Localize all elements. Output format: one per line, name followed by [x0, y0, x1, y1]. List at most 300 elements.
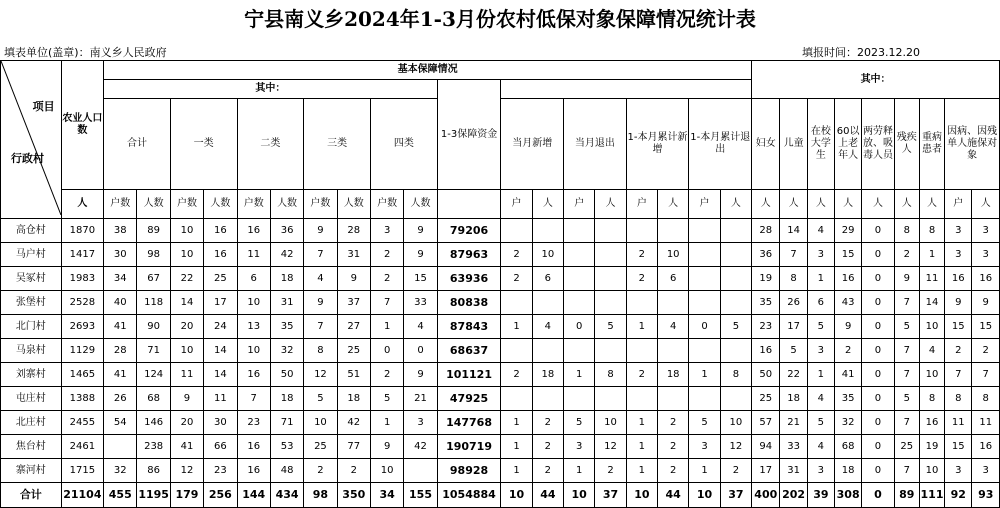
data-cell: 16: [835, 267, 862, 291]
data-cell: 41: [104, 363, 137, 387]
data-cell: 34: [370, 483, 403, 508]
data-cell: [595, 339, 626, 363]
data-cell: 1: [501, 315, 532, 339]
unit-cell: 户数: [237, 190, 270, 219]
village-name-cell: 高仓村: [1, 219, 62, 243]
data-cell: [595, 219, 626, 243]
data-cell: 11: [204, 387, 237, 411]
data-cell: 4: [807, 387, 834, 411]
data-cell: [564, 387, 595, 411]
data-cell: 23: [204, 459, 237, 483]
header-class4: 四类: [370, 99, 437, 190]
table-body: [1, 219, 1000, 508]
data-cell: 7: [304, 315, 337, 339]
data-cell: 9: [170, 387, 203, 411]
data-cell: [658, 291, 689, 315]
data-cell: 93: [972, 483, 1000, 508]
data-cell: [720, 291, 751, 315]
data-cell: 2: [894, 243, 919, 267]
unit-cell: 户数: [304, 190, 337, 219]
data-cell: 4: [807, 219, 834, 243]
unit-cell: 人: [807, 190, 834, 219]
data-cell: 51: [337, 363, 370, 387]
data-cell: 4: [919, 339, 944, 363]
data-cell: 1870: [61, 219, 103, 243]
data-cell: 3: [807, 339, 834, 363]
data-cell: [720, 267, 751, 291]
data-cell: 1465: [61, 363, 103, 387]
unit-cell: 人: [532, 190, 563, 219]
data-cell: 0: [862, 363, 894, 387]
data-cell: 2528: [61, 291, 103, 315]
data-cell: 5: [780, 339, 807, 363]
data-cell: 16: [237, 363, 270, 387]
data-cell: 10: [170, 219, 203, 243]
data-cell: 89: [894, 483, 919, 508]
data-cell: 98: [137, 243, 170, 267]
data-cell: 42: [404, 435, 437, 459]
data-cell: 8: [919, 387, 944, 411]
header-ex-prisoners: 两劳释放、吸毒人员: [862, 99, 894, 190]
header-class2: 二类: [237, 99, 304, 190]
total-row: [1, 483, 1000, 508]
data-cell: 1: [370, 411, 403, 435]
data-cell: 15: [835, 243, 862, 267]
data-cell: [532, 387, 563, 411]
data-cell: 7: [894, 459, 919, 483]
data-cell: 3: [972, 459, 1000, 483]
data-cell: 1: [626, 315, 657, 339]
data-cell: 19: [752, 267, 780, 291]
data-cell: 2693: [61, 315, 103, 339]
data-cell: 1715: [61, 459, 103, 483]
data-cell: 10: [501, 483, 532, 508]
header-subtotal: 合计: [104, 99, 171, 190]
data-cell: 8: [972, 387, 1000, 411]
data-cell: 18: [658, 363, 689, 387]
header-village: 行政村: [11, 152, 44, 165]
data-cell: 54: [104, 411, 137, 435]
data-cell: 37: [595, 483, 626, 508]
data-cell: 3: [807, 459, 834, 483]
data-cell: 34: [104, 267, 137, 291]
data-cell: 10: [564, 483, 595, 508]
data-cell: [532, 219, 563, 243]
data-cell: 9: [304, 219, 337, 243]
data-cell: 32: [104, 459, 137, 483]
data-cell: [564, 267, 595, 291]
data-cell: 146: [137, 411, 170, 435]
fund-cell: 98928: [437, 459, 501, 483]
data-cell: 2: [595, 459, 626, 483]
data-cell: 6: [532, 267, 563, 291]
data-cell: 0: [862, 483, 894, 508]
unit-cell: 户数: [170, 190, 203, 219]
data-cell: 4: [807, 435, 834, 459]
data-cell: 3: [370, 219, 403, 243]
data-cell: 0: [862, 291, 894, 315]
data-cell: 118: [137, 291, 170, 315]
data-cell: 9: [404, 363, 437, 387]
fund-cell: 47925: [437, 387, 501, 411]
data-cell: 144: [237, 483, 270, 508]
filler-unit-label: 填表单位(盖章)：南义乡人民政府: [4, 46, 167, 59]
unit-cell: 人: [862, 190, 894, 219]
unit-cell: 人数: [404, 190, 437, 219]
data-cell: 16: [919, 411, 944, 435]
data-cell: 1388: [61, 387, 103, 411]
unit-cell: 户: [945, 190, 972, 219]
data-cell: 8: [919, 219, 944, 243]
fund-cell: 1054884: [437, 483, 501, 508]
table-row: [1, 243, 1000, 267]
data-cell: 3: [404, 411, 437, 435]
data-cell: [595, 387, 626, 411]
data-cell: 2: [835, 339, 862, 363]
data-cell: 1: [501, 435, 532, 459]
data-cell: [564, 291, 595, 315]
data-cell: [689, 339, 720, 363]
data-cell: 77: [337, 435, 370, 459]
data-cell: 2: [626, 267, 657, 291]
report-title: 宁县南义乡2024年1-3月份农村低保对象保障情况统计表: [244, 7, 756, 31]
data-cell: 12: [720, 435, 751, 459]
fund-cell: 190719: [437, 435, 501, 459]
data-cell: 18: [270, 387, 303, 411]
data-cell: 39: [807, 483, 834, 508]
data-cell: 0: [404, 339, 437, 363]
data-cell: [532, 339, 563, 363]
data-cell: 25: [894, 435, 919, 459]
data-cell: 11: [237, 243, 270, 267]
data-cell: 3: [807, 243, 834, 267]
header-exit-this-month: 当月退出: [564, 99, 627, 190]
data-cell: 1: [501, 411, 532, 435]
data-cell: 0: [370, 339, 403, 363]
data-cell: 21104: [61, 483, 103, 508]
data-cell: 3: [689, 435, 720, 459]
data-cell: 94: [752, 435, 780, 459]
data-cell: 8: [894, 219, 919, 243]
data-cell: 1: [564, 363, 595, 387]
data-cell: 3: [564, 435, 595, 459]
data-cell: 18: [780, 387, 807, 411]
table-row: [1, 267, 1000, 291]
header-fund: 1-3保障资金: [437, 80, 501, 190]
data-cell: 14: [780, 219, 807, 243]
unit-cell: 人: [780, 190, 807, 219]
village-name-cell: 北门村: [1, 315, 62, 339]
data-cell: [626, 339, 657, 363]
data-cell: 23: [237, 411, 270, 435]
data-cell: 124: [137, 363, 170, 387]
data-cell: 7: [894, 291, 919, 315]
fund-cell: 101121: [437, 363, 501, 387]
data-cell: [658, 387, 689, 411]
data-cell: 2: [501, 267, 532, 291]
data-cell: 26: [104, 387, 137, 411]
data-cell: 7: [304, 243, 337, 267]
data-cell: 350: [337, 483, 370, 508]
data-cell: 7: [894, 339, 919, 363]
data-cell: 89: [137, 219, 170, 243]
data-cell: 17: [752, 459, 780, 483]
data-cell: 43: [835, 291, 862, 315]
header-support: 因病、因残单人施保对象: [945, 99, 1000, 190]
data-cell: [404, 459, 437, 483]
data-cell: 10: [919, 363, 944, 387]
data-cell: 5: [595, 315, 626, 339]
data-cell: 5: [807, 315, 834, 339]
data-cell: 256: [204, 483, 237, 508]
data-cell: 25: [304, 435, 337, 459]
data-cell: 16: [237, 435, 270, 459]
unit-agri-pop: 人: [61, 190, 103, 219]
corner-diagonal-cell: [1, 61, 62, 219]
data-cell: 14: [919, 291, 944, 315]
data-cell: 23: [752, 315, 780, 339]
header-new-this-month: 当月新增: [501, 99, 564, 190]
header-women: 妇女: [752, 99, 780, 190]
table-row: [1, 363, 1000, 387]
data-cell: 10: [919, 315, 944, 339]
data-cell: [595, 291, 626, 315]
header-disabled: 残疾人: [894, 99, 919, 190]
data-cell: 10: [532, 243, 563, 267]
data-cell: 1: [807, 267, 834, 291]
fund-cell: 79206: [437, 219, 501, 243]
fund-cell: 63936: [437, 267, 501, 291]
data-cell: 1: [370, 315, 403, 339]
data-cell: 1: [626, 411, 657, 435]
data-cell: 238: [137, 435, 170, 459]
table-row: [1, 459, 1000, 483]
data-cell: 1: [564, 459, 595, 483]
data-cell: 0: [862, 315, 894, 339]
data-cell: 2: [720, 459, 751, 483]
data-cell: 37: [720, 483, 751, 508]
data-cell: 11: [919, 267, 944, 291]
unit-cell: 户数: [370, 190, 403, 219]
unit-cell: 人: [835, 190, 862, 219]
data-cell: [595, 267, 626, 291]
data-cell: 10: [370, 459, 403, 483]
data-cell: 92: [945, 483, 972, 508]
data-cell: 16: [752, 339, 780, 363]
fund-cell: 87963: [437, 243, 501, 267]
data-cell: 155: [404, 483, 437, 508]
unit-cell-blank: [437, 190, 501, 219]
village-name-cell: 刘寨村: [1, 363, 62, 387]
data-cell: 1983: [61, 267, 103, 291]
data-cell: 25: [204, 267, 237, 291]
data-cell: [689, 291, 720, 315]
header-blank-among: [501, 80, 752, 99]
data-cell: 35: [752, 291, 780, 315]
data-cell: 28: [337, 219, 370, 243]
unit-cell: 人数: [204, 190, 237, 219]
data-cell: 2: [626, 363, 657, 387]
data-cell: 0: [862, 243, 894, 267]
data-cell: 6: [237, 267, 270, 291]
data-cell: 9: [337, 267, 370, 291]
data-cell: 9: [972, 291, 1000, 315]
data-cell: [626, 291, 657, 315]
village-name-cell: 马户村: [1, 243, 62, 267]
data-cell: 18: [532, 363, 563, 387]
data-cell: 8: [595, 363, 626, 387]
data-cell: 15: [404, 267, 437, 291]
data-cell: 12: [304, 363, 337, 387]
data-cell: 50: [752, 363, 780, 387]
data-cell: [689, 243, 720, 267]
data-cell: 0: [862, 411, 894, 435]
data-cell: [626, 219, 657, 243]
data-cell: 36: [752, 243, 780, 267]
header-among-main: 其中：: [104, 80, 438, 99]
data-cell: 25: [752, 387, 780, 411]
data-cell: 3: [972, 219, 1000, 243]
data-cell: 71: [137, 339, 170, 363]
data-cell: 9: [404, 219, 437, 243]
data-cell: 3: [945, 219, 972, 243]
data-cell: 2: [658, 459, 689, 483]
data-cell: 5: [370, 387, 403, 411]
data-cell: 15: [945, 435, 972, 459]
data-cell: 10: [304, 411, 337, 435]
data-cell: 33: [780, 435, 807, 459]
data-cell: 3: [972, 243, 1000, 267]
data-cell: 10: [689, 483, 720, 508]
data-cell: 2: [945, 339, 972, 363]
data-cell: [720, 387, 751, 411]
village-name-cell: 屯庄村: [1, 387, 62, 411]
data-cell: 53: [270, 435, 303, 459]
data-cell: 7: [894, 363, 919, 387]
data-cell: [104, 435, 137, 459]
unit-cell: 户: [626, 190, 657, 219]
data-cell: 42: [337, 411, 370, 435]
data-cell: 7: [972, 363, 1000, 387]
table-row: [1, 339, 1000, 363]
table-row: [1, 315, 1000, 339]
table-header: [1, 61, 1000, 219]
data-cell: 16: [945, 267, 972, 291]
data-cell: 16: [204, 243, 237, 267]
table-row: [1, 219, 1000, 243]
data-cell: [689, 387, 720, 411]
data-cell: 28: [752, 219, 780, 243]
data-cell: 0: [689, 315, 720, 339]
data-cell: 48: [270, 459, 303, 483]
data-cell: [564, 339, 595, 363]
data-cell: 90: [137, 315, 170, 339]
data-cell: 18: [270, 267, 303, 291]
data-cell: 2: [972, 339, 1000, 363]
data-cell: 1: [919, 243, 944, 267]
data-cell: 9: [304, 291, 337, 315]
data-cell: 26: [780, 291, 807, 315]
data-cell: 86: [137, 459, 170, 483]
data-cell: 9: [370, 435, 403, 459]
village-name-cell: 北庄村: [1, 411, 62, 435]
data-cell: 434: [270, 483, 303, 508]
unit-cell: 人: [972, 190, 1000, 219]
data-cell: 0: [862, 219, 894, 243]
data-cell: 1195: [137, 483, 170, 508]
data-cell: 40: [104, 291, 137, 315]
data-cell: 71: [270, 411, 303, 435]
data-cell: 15: [972, 315, 1000, 339]
data-cell: 0: [862, 339, 894, 363]
data-cell: 111: [919, 483, 944, 508]
data-cell: 0: [862, 459, 894, 483]
data-cell: 0: [862, 267, 894, 291]
data-cell: 5: [894, 315, 919, 339]
data-cell: 1: [626, 459, 657, 483]
data-cell: 21: [404, 387, 437, 411]
data-cell: [501, 291, 532, 315]
diagonal-line: [1, 61, 61, 215]
data-cell: 2: [370, 243, 403, 267]
village-name-cell: 张堡村: [1, 291, 62, 315]
data-cell: 2: [337, 459, 370, 483]
data-cell: 10: [595, 411, 626, 435]
unit-cell: 人: [595, 190, 626, 219]
data-cell: 15: [945, 315, 972, 339]
data-cell: 32: [270, 339, 303, 363]
data-cell: 1129: [61, 339, 103, 363]
unit-cell: 人: [919, 190, 944, 219]
data-cell: 19: [919, 435, 944, 459]
data-cell: 57: [752, 411, 780, 435]
data-cell: [501, 387, 532, 411]
data-cell: 9: [945, 291, 972, 315]
data-cell: 2: [626, 243, 657, 267]
header-students: 在校大学生: [807, 99, 834, 190]
data-cell: 1: [626, 435, 657, 459]
data-cell: 2455: [61, 411, 103, 435]
header-serious-ill: 重病患者: [919, 99, 944, 190]
data-cell: 5: [689, 411, 720, 435]
data-cell: 3: [945, 459, 972, 483]
data-cell: 16: [237, 219, 270, 243]
header-elderly: 60以上老年人: [835, 99, 862, 190]
data-cell: [532, 291, 563, 315]
unit-cell: 户: [564, 190, 595, 219]
data-cell: 12: [595, 435, 626, 459]
data-cell: 5: [304, 387, 337, 411]
data-cell: 5: [807, 411, 834, 435]
data-cell: [720, 219, 751, 243]
data-cell: 68: [835, 435, 862, 459]
data-cell: 4: [304, 267, 337, 291]
header-basic-guarantee: 基本保障情况: [104, 61, 752, 80]
data-cell: 41: [104, 315, 137, 339]
data-cell: 4: [404, 315, 437, 339]
data-cell: [595, 243, 626, 267]
data-cell: 6: [658, 267, 689, 291]
data-cell: 1: [689, 363, 720, 387]
data-cell: 9: [404, 243, 437, 267]
data-cell: 2: [370, 267, 403, 291]
data-cell: 35: [835, 387, 862, 411]
data-cell: 1417: [61, 243, 103, 267]
data-cell: 32: [835, 411, 862, 435]
unit-cell: 户: [689, 190, 720, 219]
data-cell: 0: [862, 435, 894, 459]
data-cell: 13: [237, 315, 270, 339]
